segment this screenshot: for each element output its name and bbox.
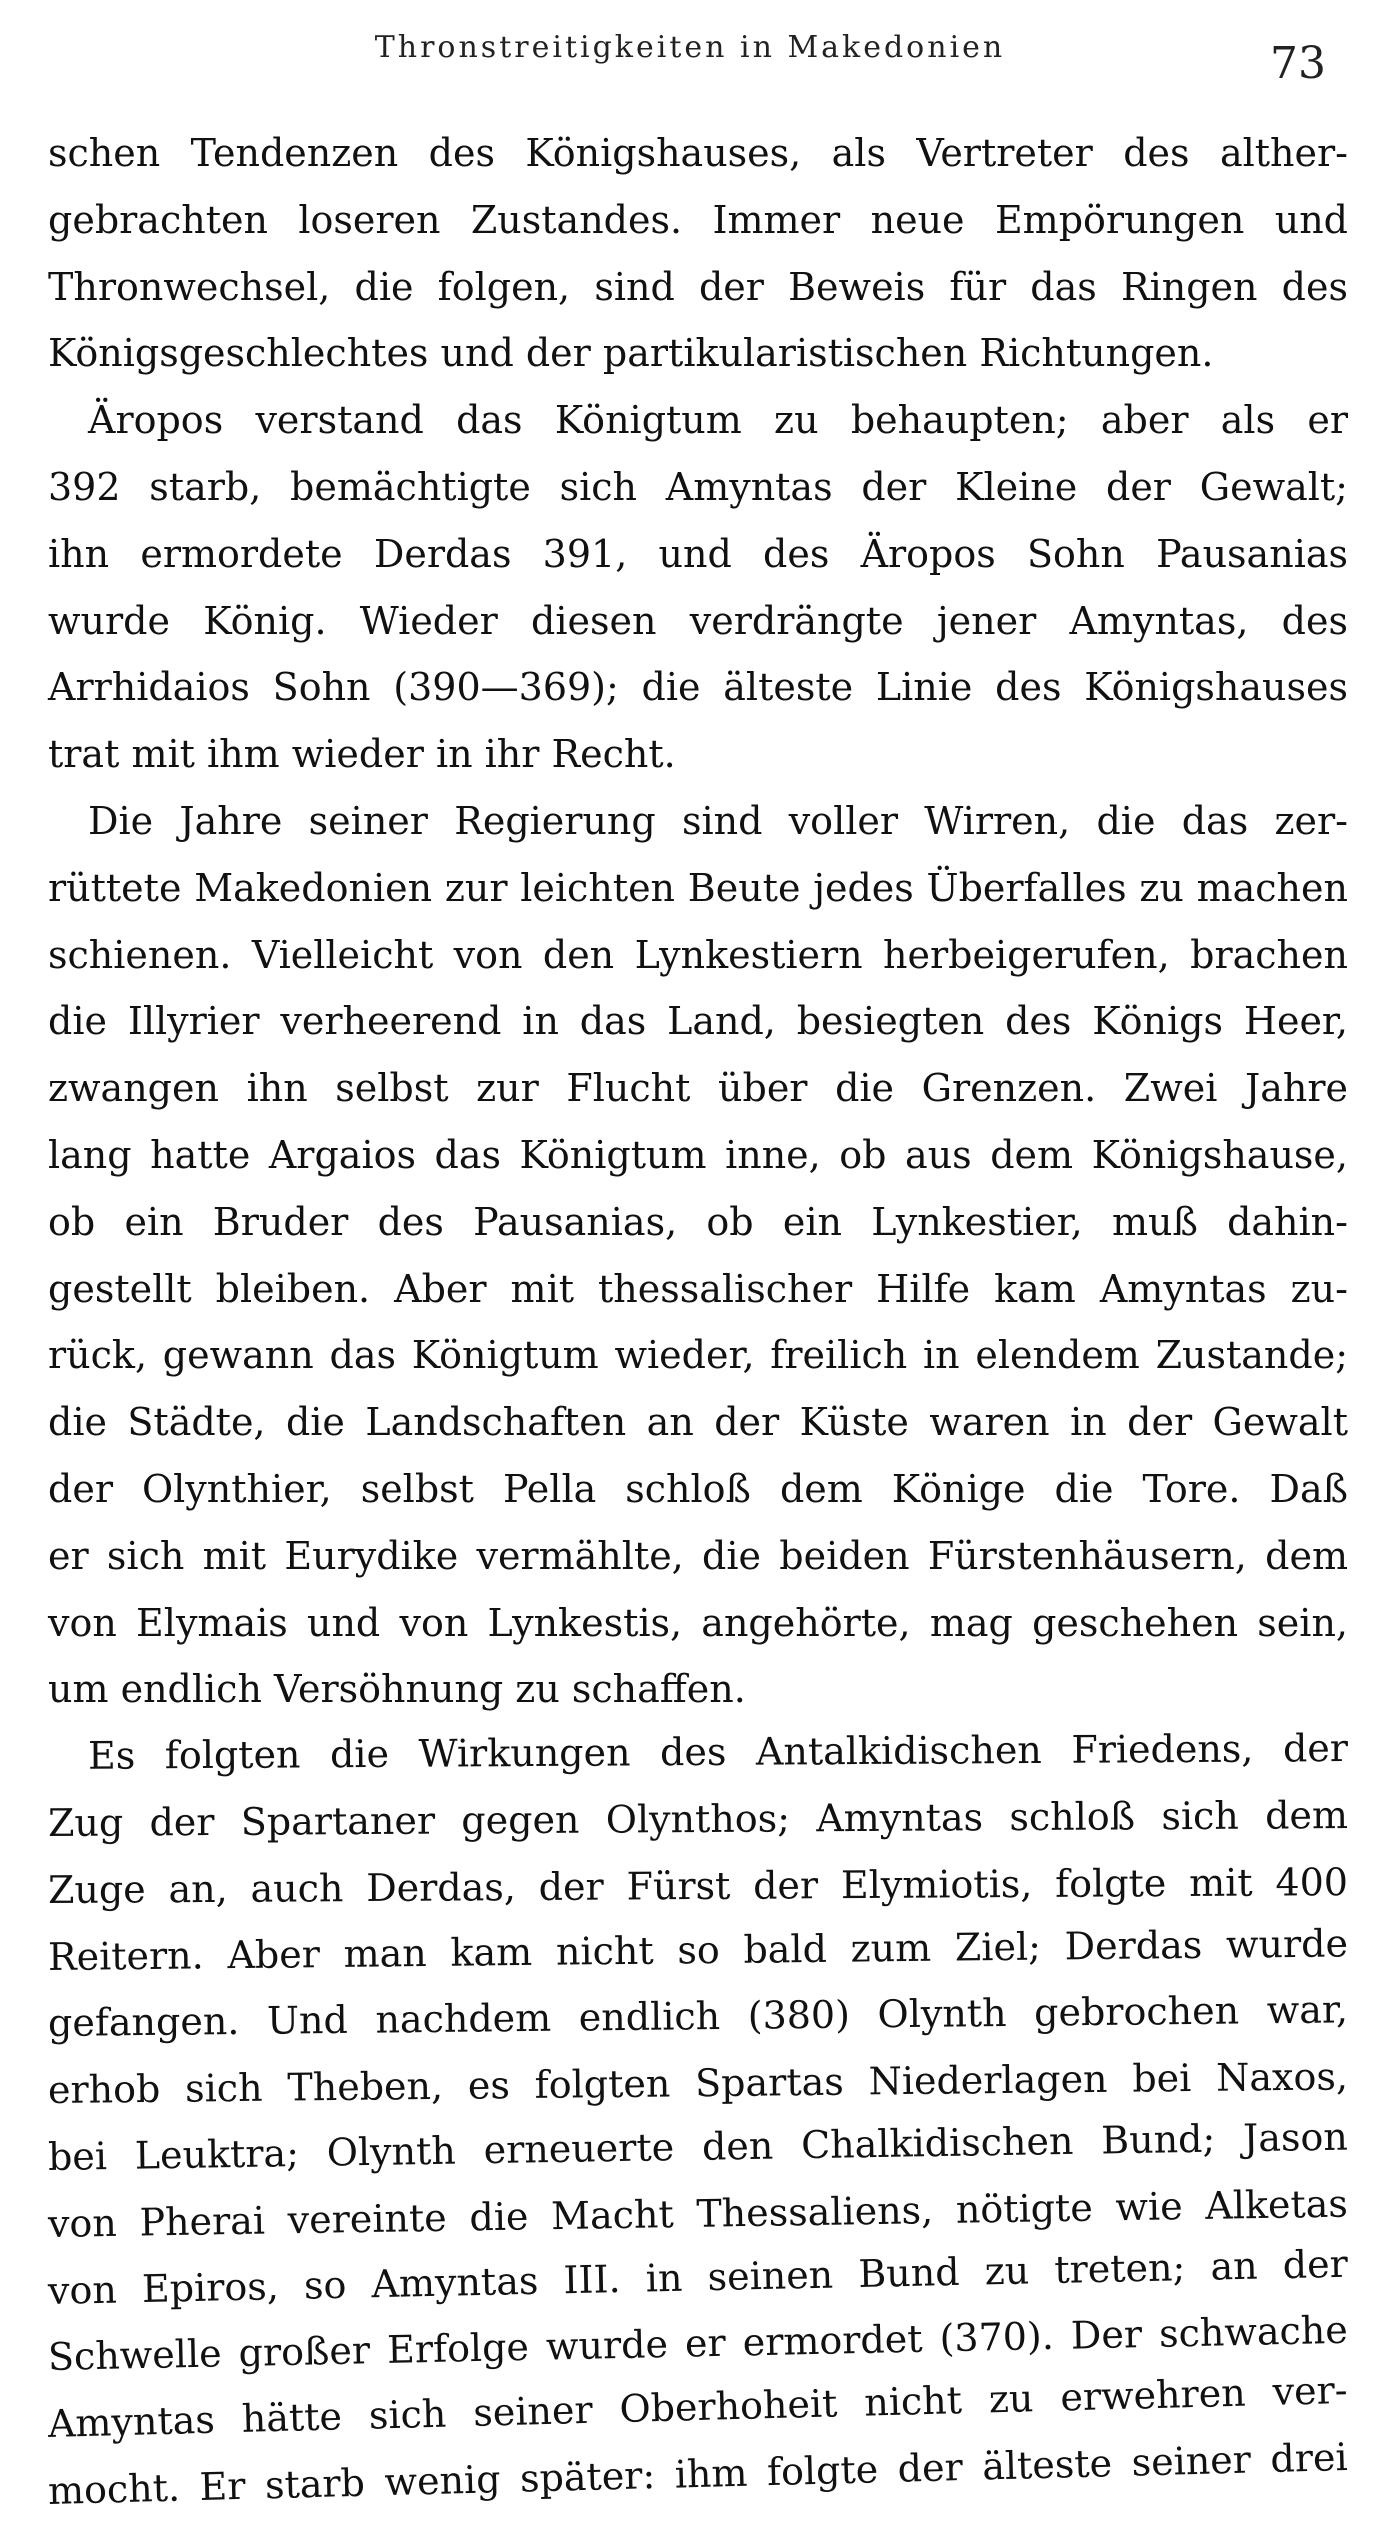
text-line: zwangen ihn selbst zur Flucht über die Grenzen. Zwei Jahre: [48, 1066, 1348, 1111]
text-line: von Pherai vereinte die Macht Thessaliens, nötigte wie Alketas: [47, 2181, 1349, 2246]
text-line: um endlich Versöhnung zu schaffen.: [48, 1667, 746, 1712]
text-line: Königsgeschlechtes und der partikularistischen Richtungen.: [48, 331, 1214, 376]
text-line: Reitern. Aber man kam nicht so bald zum Ziel; Derdas wurde: [47, 1920, 1349, 1979]
text-line: Zuge an, auch Derdas, der Fürst der Elymiotis, folgte mit 400: [47, 1859, 1349, 1912]
text-line: Thronwechsel, die folgen, sind der Beweis für das Ringen des: [48, 264, 1348, 309]
text-line: gestellt bleiben. Aber mit thessalischer Hilfe kam Amyntas zu-: [48, 1266, 1348, 1311]
text-line: Arrhidaios Sohn (390—369); die älteste Linie des Königshauses: [48, 665, 1348, 710]
text-line: gebrachten loseren Zustandes. Immer neue Empörungen und: [48, 197, 1348, 242]
body-text: [48, 120, 1348, 2525]
text-line: die Städte, die Landschaften an der Küste waren in der Gewalt: [48, 1400, 1348, 1445]
paragraph-first-line: Es folgten die Wirkungen des Antalkidischen Friedens, der: [87, 1726, 1349, 1778]
text-line: schen Tendenzen des Königshauses, als Vertreter des alther-: [48, 131, 1348, 175]
text-line: Schwelle großer Erfolge wurde er ermordet (370). Der schwache: [47, 2308, 1349, 2380]
paragraph-first-line: Die Jahre seiner Regierung sind voller Wirren, die das zer-: [88, 798, 1348, 843]
text-line: von Epiros, so Amyntas III. in seinen Bund zu treten; an der: [47, 2241, 1349, 2313]
text-line: lang hatte Argaios das Königtum inne, ob aus dem Königshause,: [48, 1132, 1348, 1177]
text-line: Amyntas hätte sich seiner Oberhoheit nicht zu erwehren ver-: [47, 2368, 1349, 2447]
text-line: gefangen. Und nachdem endlich (380) Olynth gebrochen war,: [47, 1987, 1349, 2046]
paragraph-first-line: Äropos verstand das Königtum zu behaupten; aber als er: [88, 398, 1348, 443]
text-line: schienen. Vielleicht von den Lynkestiern herbeigerufen, brachen: [48, 932, 1348, 977]
text-line: der Olynthier, selbst Pella schloß dem Könige die Tore. Daß: [48, 1466, 1348, 1511]
page-number: 73: [1270, 38, 1326, 89]
text-line: ob ein Bruder des Pausanias, ob ein Lynkestier, muß dahin-: [48, 1199, 1348, 1244]
text-line: wurde König. Wieder diesen verdrängte jener Amyntas, des: [48, 598, 1348, 643]
text-line: mocht. Er starb wenig später: ihm folgte der älteste seiner drei: [47, 2434, 1349, 2513]
text-line: trat mit ihm wieder in ihr Recht.: [48, 732, 676, 777]
text-line: die Illyrier verheerend in das Land, besiegten des Königs Heer,: [48, 999, 1348, 1044]
text-line: 392 starb, bemächtigte sich Amyntas der Kleine der Gewalt;: [48, 464, 1348, 509]
text-line: ihn ermordete Derdas 391, und des Äropos Sohn Pausanias: [48, 531, 1348, 576]
text-line: erhob sich Theben, es folgten Spartas Niederlagen bei Naxos,: [47, 2054, 1349, 2113]
running-head: Thronstreitigkeiten in Makedonien: [374, 30, 1006, 65]
text-line: bei Leuktra; Olynth erneuerte den Chalkidischen Bund; Jason: [47, 2114, 1349, 2179]
text-line: er sich mit Eurydike vermählte, die beiden Fürstenhäusern, dem: [48, 1533, 1348, 1578]
text-line: Zug der Spartaner gegen Olynthos; Amyntas schloß sich dem: [47, 1792, 1349, 1845]
text-line: von Elymais und von Lynkestis, angehörte, mag geschehen sein,: [48, 1600, 1348, 1645]
text-line: rück, gewann das Königtum wieder, freilich in elendem Zustande;: [48, 1333, 1348, 1378]
text-line: rüttete Makedonien zur leichten Beute jedes Überfalles zu machen: [48, 865, 1348, 910]
